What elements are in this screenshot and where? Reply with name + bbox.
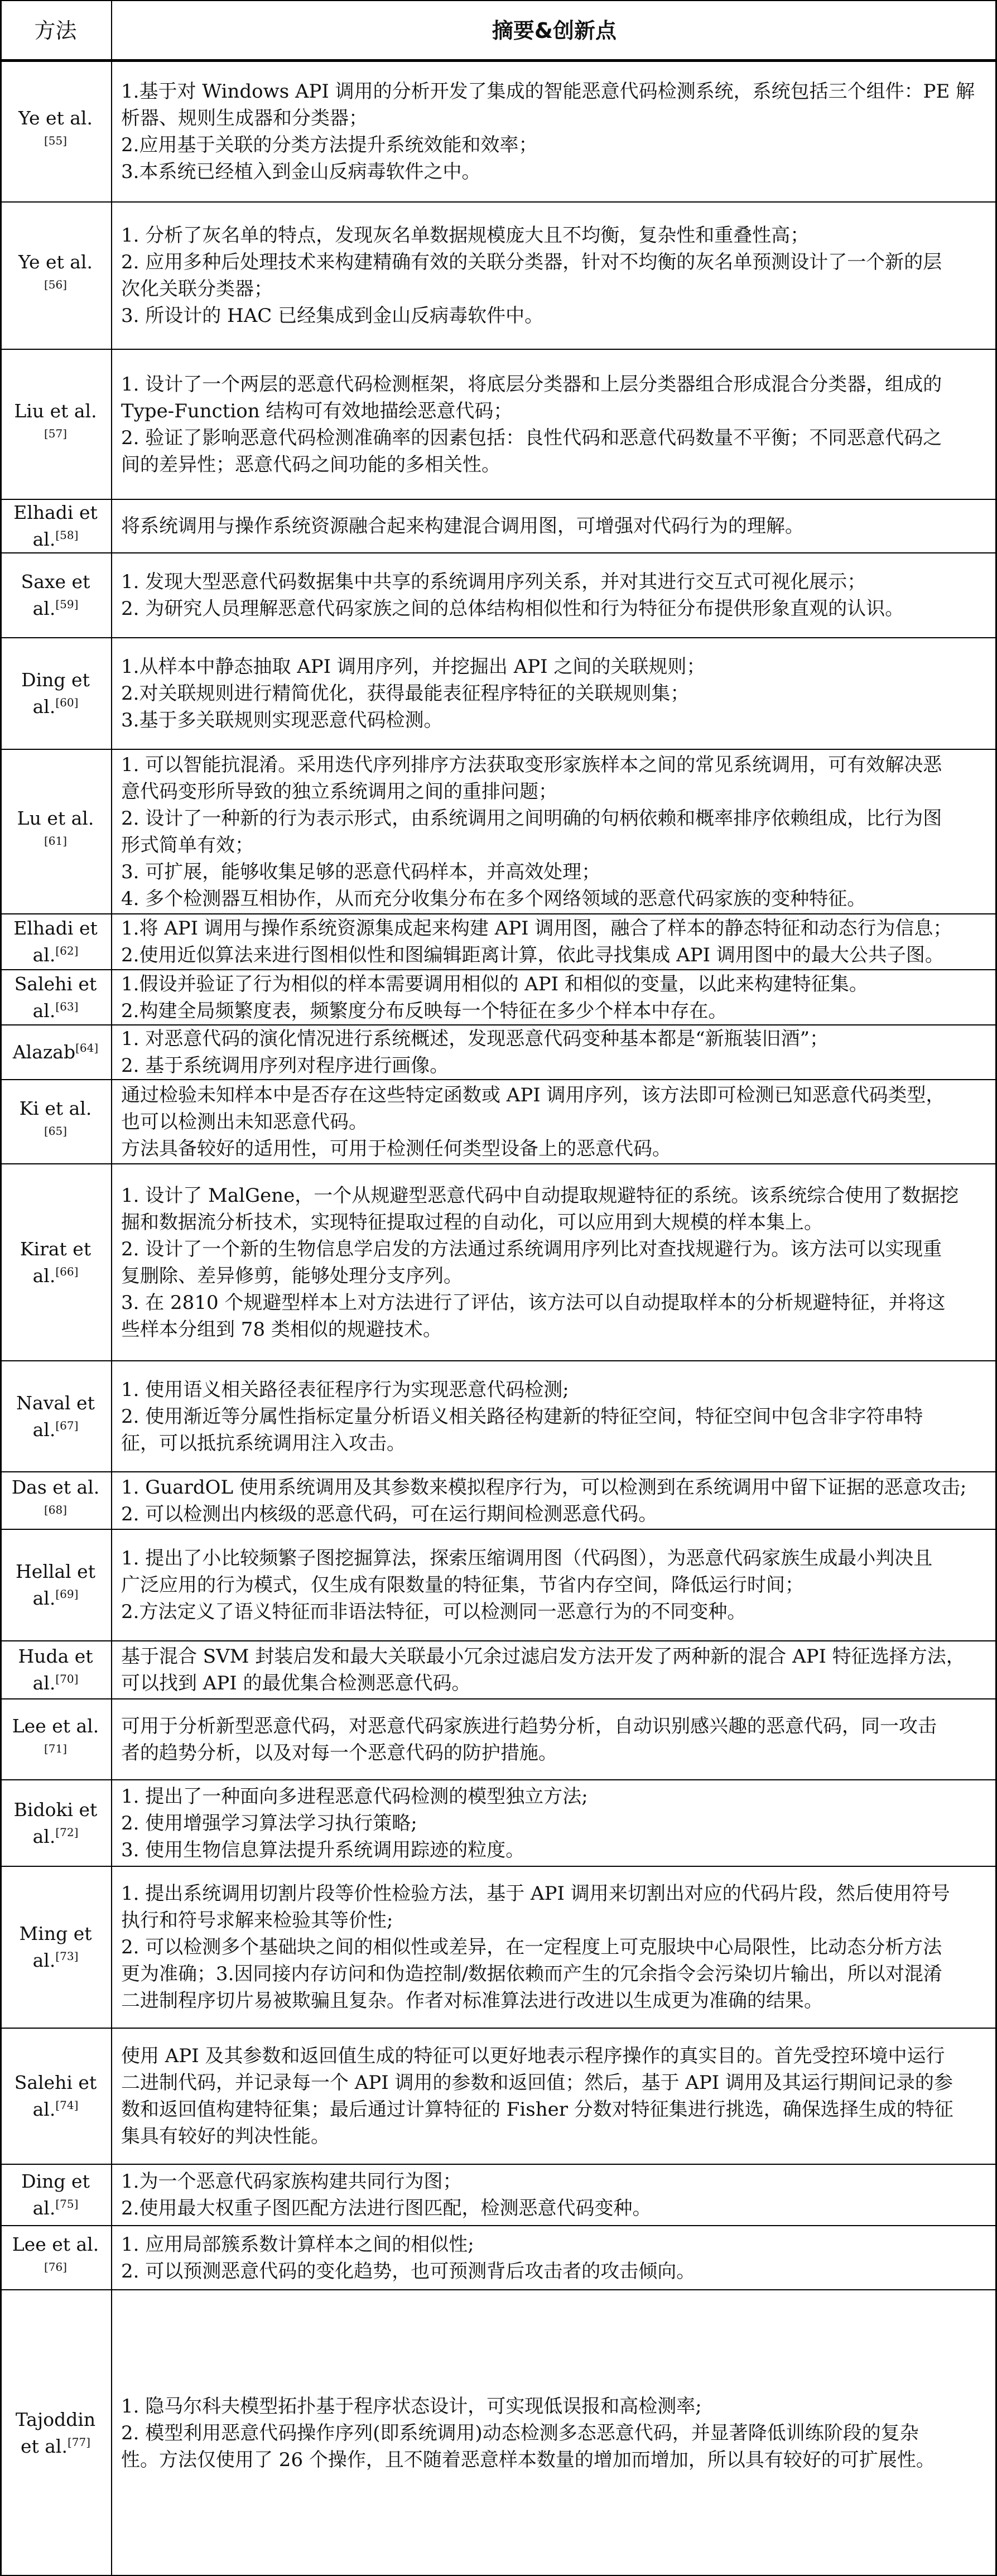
summary-text — [121, 1474, 988, 1528]
summary-line: 意代码变形所导致的独立系统调用之间的重排问题； — [121, 780, 557, 803]
author-name: Tajoddin et al. — [15, 2408, 96, 2457]
method-cell — [0, 61, 111, 202]
method-cell — [0, 1866, 111, 2028]
method-citation — [8, 1039, 103, 1066]
summary-line: 1. 应用局部簇系数计算样本之间的相似性; — [121, 2233, 474, 2256]
summary-text — [121, 1545, 988, 1625]
method-citation — [8, 398, 103, 451]
author-name: Ye et al. — [18, 107, 93, 129]
reference-number: [66] — [55, 1264, 79, 1278]
method-cell — [0, 2226, 111, 2290]
summary-text — [121, 653, 988, 734]
summary-line: 2. 设计了一种新的行为表示形式，由系统调用之间明确的句柄依赖和概率排序依赖组成，比行为图 — [121, 807, 942, 830]
reference-number: [57] — [44, 426, 68, 440]
author-name: Kirat et al. — [20, 1238, 91, 1287]
summary-text — [121, 971, 988, 1024]
summary-line: 基于混合 SVM 封装启发和最大关联最小冗余过滤启发方法开发了两种新的混合 API 特征选择方法， — [121, 1645, 965, 1668]
reference-number: [62] — [55, 944, 79, 957]
method-cell — [0, 1472, 111, 1529]
summary-text — [121, 1025, 988, 1079]
method-citation — [8, 915, 103, 969]
reference-number: [67] — [55, 1418, 79, 1432]
summary-line: 1. 分析了灰名单的特点，发现灰名单数据规模庞大且不均衡，复杂性和重叠性高； — [121, 224, 810, 247]
reference-number: [75] — [55, 2197, 79, 2211]
method-citation — [8, 1474, 103, 1528]
summary-cell — [112, 2290, 995, 2576]
summary-line: 广泛应用的行为模式，仅生成有限数量的特征集，节省内存空间，降低运行时间； — [121, 1574, 804, 1596]
summary-cell — [112, 1164, 995, 1361]
summary-line: 执行和符号求解来检验其等价性; — [121, 1909, 393, 1932]
summary-text — [121, 1182, 988, 1343]
summary-line: 性。方法仅使用了 26 个操作，且不随着恶意样本数量的增加而增加，所以具有较好的可扩展性。 — [121, 2448, 935, 2471]
summary-cell — [112, 749, 995, 914]
reference-number: [55] — [44, 133, 68, 147]
summary-line: 4. 多个检测器互相协作，从而充分收集分布在多个网络领域的恶意代码家族的变种特征。 — [121, 887, 866, 910]
summary-text — [121, 222, 988, 329]
summary-text — [121, 569, 988, 622]
summary-text — [121, 371, 988, 478]
summary-line: 2. 使用渐近等分属性指标定量分析语义相关路径构建新的特征空间，特征空间中包含非字符串特 — [121, 1405, 923, 1428]
summary-cell — [112, 61, 995, 202]
method-cell — [0, 202, 111, 349]
header-summary: 摘要&创新点 — [492, 18, 617, 43]
summary-line: 2.方法定义了语义特征而非语法特征，可以检测同一恶意行为的不同变种。 — [121, 1601, 746, 1623]
author-name: Ding et al. — [21, 669, 90, 718]
author-name: Bidoki et al. — [13, 1798, 98, 1847]
summary-text — [121, 1376, 988, 1457]
summary-line: 2. 应用多种后处理技术来构建精确有效的关联分类器，针对不均衡的灰名单预测设计了一个新的层 — [121, 251, 942, 273]
summary-text — [121, 915, 988, 969]
method-cell — [0, 914, 111, 970]
method-cell — [0, 1780, 111, 1866]
method-cell — [0, 2290, 111, 2576]
method-cell — [0, 1361, 111, 1472]
author-name: Ki et al. — [19, 1097, 92, 1119]
method-cell — [0, 1080, 111, 1164]
reference-number: [68] — [44, 1503, 68, 1516]
method-citation — [8, 499, 103, 553]
reference-number: [72] — [55, 1825, 79, 1839]
summary-line: 方法具备较好的适用性，可用于检测任何类型设备上的恶意代码。 — [121, 1137, 671, 1160]
summary-line: 二进制代码，并记录每一个 API 调用的参数和返回值；然后，基于 API 调用及其运行期间记录的参 — [121, 2072, 953, 2094]
method-cell — [0, 1529, 111, 1641]
method-citation — [8, 1797, 103, 1850]
method-cell — [0, 349, 111, 499]
method-citation — [8, 2406, 103, 2460]
summary-line: 2. 为研究人员理解恶意代码家族之间的总体结构相似性和行为特征分布提供形象直观的认识。 — [121, 598, 904, 620]
reference-number: [65] — [44, 1124, 68, 1138]
reference-number: [73] — [55, 1949, 79, 1963]
summary-line: 2.使用最大权重子图匹配方法进行图匹配，检测恶意代码变种。 — [121, 2197, 652, 2219]
summary-line: 者的趋势分析，以及对每一个恶意代码的防护措施。 — [121, 1741, 557, 1764]
summary-cell — [112, 1780, 995, 1866]
summary-line: 2. 可以预测恶意代码的变化趋势，也可预测背后攻击者的攻击倾向。 — [121, 2260, 696, 2283]
author-name: Alazab — [12, 1041, 76, 1063]
author-name: Ming et al. — [19, 1923, 92, 1971]
summary-line: 通过检验未知样本中是否存在这些特定函数或 API 调用序列，该方法即可检测已知恶意代码类型， — [121, 1084, 945, 1106]
author-name: Lee et al. — [12, 1715, 99, 1737]
summary-line: 也可以检测出未知恶意代码。 — [121, 1110, 368, 1133]
summary-text — [121, 1082, 988, 1162]
method-citation — [8, 667, 103, 720]
summary-cell — [112, 638, 995, 749]
summary-line: 间的差异性；恶意代码之间功能的多相关性。 — [121, 453, 500, 476]
method-citation — [8, 1236, 103, 1289]
summary-line: 3.本系统已经植入到金山反病毒软件之中。 — [121, 160, 481, 183]
summary-cell — [112, 1866, 995, 2028]
author-name: Elhadi et al. — [13, 502, 98, 550]
summary-cell — [112, 2226, 995, 2290]
summary-text — [121, 1783, 988, 1864]
summary-line: 析器、规则生成器和分类器； — [121, 107, 368, 129]
summary-line: 1.为一个恶意代码家族构建共同行为图； — [121, 2170, 462, 2193]
summary-line: 1. 对恶意代码的演化情况进行系统概述，发现恶意代码变种基本都是“新瓶装旧酒”； — [121, 1028, 829, 1050]
summary-line: 1. 提出了小比较频繁子图挖掘算法，探索压缩调用图（代码图），为恶意代码家族生成最小判决且 — [121, 1547, 933, 1569]
method-citation — [8, 1390, 103, 1443]
author-name: Salehi et al. — [14, 972, 97, 1022]
method-cell — [0, 2164, 111, 2226]
summary-text — [121, 2231, 988, 2285]
summary-line: 2. 模型利用恶意代码操作序列(即系统调用)动态检测多态恶意代码，并显著降低训练阶段的复杂 — [121, 2421, 919, 2444]
summary-line: 2. 可以检测出内核级的恶意代码，可在运行期间检测恶意代码。 — [121, 1503, 658, 1525]
summary-cell — [112, 1472, 995, 1529]
summary-line: 更为准确；3.因同接内存访问和伪造控制/数据依赖而产生的冗余指令会污染切片输出，所以对混淆 — [121, 1963, 942, 1985]
summary-line: 3. 在 2810 个规避型样本上对方法进行了评估，该方法可以自动提取样本的分析规避特征，并将这 — [121, 1291, 946, 1314]
author-name: Saxe et al. — [21, 571, 90, 619]
method-cell — [0, 1164, 111, 1361]
method-citation — [8, 1558, 103, 1612]
summary-line: 2.对关联规则进行精简优化，获得最能表征程序特征的关联规则集； — [121, 682, 690, 705]
summary-text — [121, 2043, 988, 2150]
author-name: Naval et al. — [16, 1391, 95, 1441]
reference-number: [77] — [67, 2435, 91, 2449]
summary-line: 3. 所设计的 HAC 已经集成到金山反病毒软件中。 — [121, 305, 544, 327]
method-cell — [0, 749, 111, 914]
method-citation — [8, 249, 103, 302]
summary-line: 3. 可扩展，能够收集足够的恶意代码样本，并高效处理； — [121, 860, 601, 883]
reference-number: [71] — [44, 1741, 68, 1755]
summary-line: 次化关联分类器； — [121, 278, 273, 300]
summary-line: 1. 隐马尔科夫模型拓扑基于程序状态设计，可实现低误报和高检测率; — [121, 2395, 702, 2418]
reference-number: [58] — [55, 528, 79, 542]
summary-line: 2. 验证了影响恶意代码检测准确率的因素包括：良性代码和恶意代码数量不平衡；不同恶意代码之 — [121, 426, 942, 449]
summary-cell — [112, 202, 995, 349]
method-citation — [8, 805, 103, 859]
author-name: Ye et al. — [18, 251, 93, 273]
author-name: Elhadi et al. — [13, 917, 98, 966]
summary-line: 1. 提出了一种面向多进程恶意代码检测的模型独立方法; — [121, 1785, 588, 1808]
summary-line: 二进制程序切片易被欺骗且复杂。作者对标准算法进行改进以生成更为准确的结果。 — [121, 1990, 823, 2012]
summary-text — [121, 1713, 988, 1766]
author-name: Lee et al. — [12, 2233, 99, 2255]
author-name: Ding et al. — [21, 2170, 90, 2219]
method-cell — [0, 553, 111, 638]
summary-line: 可以找到 API 的最优集合检测恶意代码。 — [121, 1672, 471, 1694]
summary-line: 1. 使用语义相关路径表征程序行为实现恶意代码检测; — [121, 1378, 569, 1401]
method-citation — [8, 105, 103, 158]
summary-text — [121, 1643, 988, 1697]
summary-line: 2. 设计了一个新的生物信息学启发的方法通过系统调用序列比对查找规避行为。该方法可以实现重 — [121, 1238, 942, 1260]
summary-cell — [112, 914, 995, 970]
reference-number: [59] — [55, 598, 79, 611]
summary-text — [121, 752, 988, 912]
summary-cell — [112, 1529, 995, 1641]
reference-number: [76] — [44, 2260, 68, 2274]
summary-line: 集具有较好的判决性能。 — [121, 2125, 330, 2148]
method-cell — [0, 1025, 111, 1080]
reference-number: [64] — [75, 1041, 99, 1055]
author-name: Das et al. — [11, 1476, 100, 1498]
summary-line: 复删除、差异修剪，能够处理分支序列。 — [121, 1264, 463, 1287]
method-cell — [0, 970, 111, 1025]
summary-line: 1. 提出系统调用切割片段等价性检验方法，基于 API 调用来切割出对应的代码片段，然后使用符号 — [121, 1882, 950, 1905]
method-citation — [8, 2069, 103, 2123]
summary-line: 2. 可以检测多个基础块之间的相似性或差异，在一定程度上可克服块中心局限性，比动态分析方法 — [121, 1936, 942, 1958]
summary-line: 1.将 API 调用与操作系统资源集成起来构建 API 调用图，融合了样本的静态特征和动态行为信息； — [121, 917, 952, 940]
author-name: Salehi et al. — [14, 2072, 97, 2120]
summary-text — [121, 1880, 988, 2014]
author-name: Lu et al. — [17, 807, 94, 829]
summary-line: 2. 使用增强学习算法学习执行策略; — [121, 1812, 417, 1835]
summary-line: 使用 API 及其参数和返回值生成的特征可以更好地表示程序操作的真实目的。首先受控环境中运行 — [121, 2045, 945, 2067]
method-citation — [8, 1713, 103, 1766]
method-citation — [8, 1920, 103, 1974]
method-citation — [8, 2231, 103, 2285]
summary-cell — [112, 553, 995, 638]
summary-cell — [112, 1641, 995, 1699]
author-name: Liu et al. — [14, 399, 97, 422]
summary-line: 1. 设计了 MalGene，一个从规避型恶意代码中自动提取规避特征的系统。该系统综合使用了数据挖 — [121, 1184, 959, 1207]
summary-cell — [112, 1361, 995, 1472]
summary-text — [121, 2393, 988, 2473]
summary-cell — [112, 2028, 995, 2164]
summary-line: 2.使用近似算法来进行图相似性和图编辑距离计算，依此寻找集成 API 调用图中的最大公共子图。 — [121, 944, 944, 966]
summary-line: Type-Function 结构可有效地描绘恶意代码； — [121, 399, 513, 422]
reference-number: [70] — [55, 1672, 79, 1686]
reference-number: [60] — [55, 696, 79, 709]
method-cell — [0, 2028, 111, 2164]
summary-line: 数和返回值构建特征集；最后通过计算特征的 Fisher 分数对特征集进行挑选，确保选择生成的特征 — [121, 2098, 953, 2121]
summary-line: 1. 发现大型恶意代码数据集中共享的系统调用序列关系，并对其进行交互式可视化展示； — [121, 571, 866, 593]
method-citation — [8, 2168, 103, 2222]
summary-cell — [112, 1025, 995, 1080]
method-citation — [8, 1643, 103, 1697]
summary-cell — [112, 349, 995, 499]
summary-line: 些样本分组到 78 类相似的规避技术。 — [121, 1318, 442, 1341]
reference-number: [61] — [44, 834, 68, 848]
author-name: Huda et al. — [18, 1645, 93, 1694]
header-method: 方法 — [34, 18, 77, 43]
summary-line: 1.假设并验证了行为相似的样本需要调用相似的 API 和相似的变量，以此来构建特征集。 — [121, 972, 868, 995]
summary-line: 3.基于多关联规则实现恶意代码检测。 — [121, 709, 443, 731]
reference-number: [56] — [44, 278, 68, 291]
summary-cell — [112, 2164, 995, 2226]
summary-text — [121, 513, 988, 540]
summary-line: 1. 可以智能抗混淆。采用迭代序列排序方法获取变形家族样本之间的常见系统调用，可有效解决恶 — [121, 753, 942, 776]
author-name: Hellal et al. — [16, 1561, 95, 1609]
summary-cell — [112, 970, 995, 1025]
reference-number: [63] — [55, 999, 79, 1013]
summary-line: 1. 设计了一个两层的恶意代码检测框架，将底层分类器和上层分类器组合形成混合分类器，组成的 — [121, 373, 942, 396]
summary-line: 1. GuardOL 使用系统调用及其参数来模拟程序行为，可以检测到在系统调用中留下证据的恶意攻击; — [121, 1476, 967, 1499]
method-cell — [0, 1641, 111, 1699]
method-cell — [0, 1699, 111, 1780]
summary-line: 2. 基于系统调用序列对程序进行画像。 — [121, 1055, 449, 1077]
summary-line: 征，可以抵抗系统调用注入攻击。 — [121, 1432, 406, 1455]
reference-number: [69] — [55, 1587, 79, 1601]
summary-line: 将系统调用与操作系统资源融合起来构建混合调用图，可增强对代码行为的理解。 — [121, 515, 804, 537]
method-citation — [8, 971, 103, 1024]
summary-line: 1.基于对 Windows API 调用的分析开发了集成的智能恶意代码检测系统，系统包括三个组件：PE 解 — [121, 80, 975, 103]
summary-line: 3. 使用生物信息算法提升系统调用踪迹的粒度。 — [121, 1838, 525, 1861]
summary-line: 可用于分析新型恶意代码，对恶意代码家族进行趋势分析，自动识别感兴趣的恶意代码，同一攻击 — [121, 1715, 937, 1737]
summary-line: 掘和数据流分析技术，实现特征提取过程的自动化，可以应用到大规模的样本集上。 — [121, 1211, 823, 1234]
summary-text — [121, 2168, 988, 2222]
method-citation — [8, 569, 103, 622]
summary-line: 2.应用基于关联的分类方法提升系统效能和效率； — [121, 133, 538, 156]
top-rule — [0, 0, 997, 1]
reference-number: [74] — [55, 2098, 79, 2112]
summary-line: 形式简单有效； — [121, 834, 254, 856]
summary-line: 1.从样本中静态抽取 API 调用序列，并挖掘出 API 之间的关联规则； — [121, 656, 706, 678]
method-cell — [0, 638, 111, 749]
method-cell — [0, 499, 111, 553]
method-citation — [8, 1095, 103, 1149]
summary-cell — [112, 499, 995, 553]
summary-cell — [112, 1080, 995, 1164]
summary-cell — [112, 1699, 995, 1780]
summary-text — [121, 78, 988, 185]
summary-line: 2.构建全局频繁度表，频繁度分布反映每一个特征在多少个样本中存在。 — [121, 999, 728, 1022]
